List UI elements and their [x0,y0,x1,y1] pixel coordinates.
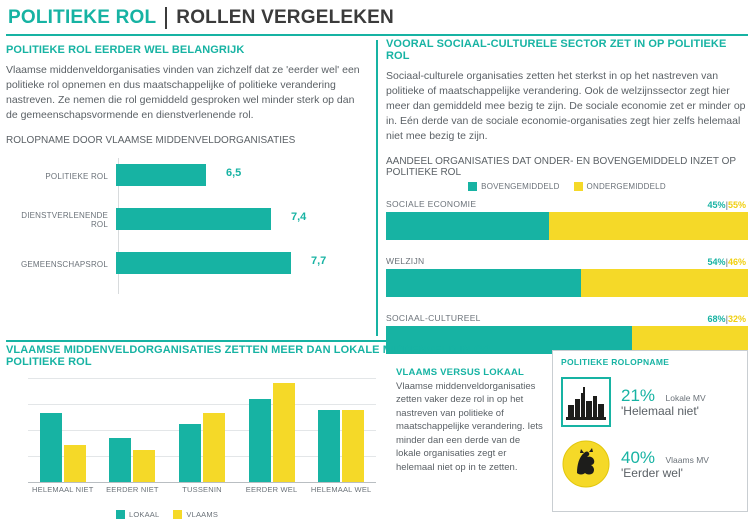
bottom-panel-text [396,366,544,474]
legend-swatch-icon [173,510,182,519]
bar-lokaal [249,399,271,482]
callout-percentage: 21% [621,386,656,405]
bar-track [116,154,366,198]
callout-stats-lokaal [611,386,706,418]
chart-category-labels [28,485,376,494]
legend-label: BOVENGEMIDDELD [481,182,560,191]
stacked-bar-category: WELZIJN [386,256,425,266]
left-chart-caption: ROLOPNAME DOOR VLAAMSE MIDDENVELDORGANISATIES [6,135,296,146]
bar-category-label: GEMEENSCHAPSROL [20,259,108,269]
callout-row-vlaams [553,433,747,495]
bar-value-label: 6,5 [226,167,242,179]
bar-lokaal [318,410,340,482]
bar-fill [116,208,271,230]
bar-group [172,413,232,482]
stacked-bar-category: SOCIALE ECONOMIE [386,199,477,209]
bar-group [33,413,93,482]
pct-bovengemiddeld: 45% [707,200,726,210]
legend-swatch-icon [574,182,583,191]
left-panel [6,44,366,286]
bar-lokaal [40,413,62,482]
pct-ondergemiddeld: 55% [727,200,746,210]
title-divider [165,7,167,29]
stacked-segment-ondergemiddeld [581,269,748,297]
bottom-text-body: Vlaamse middenveldorganisaties zetten vaker deze rol in op het nastreven van politieke of maatschappelijke verandering. Iets minder dan een derde van de lokale organisaties zegt er helemaal niet op in te zetten. [396,380,543,473]
callout-quote: 'Eerder wel' [621,466,683,480]
right-panel-body: Sociaal-culturele organisaties zetten het sterkst in op het nastreven van politieke of maatschappelijke verandering. Ook de welzijnssector zegt hier meer dan gemiddeld mee bezig te zijn. De sociale economie zet er minder op in. Eén derde van de sociale economie-organisaties zegt hier zelfs helemaal niet mee bezig te zijn. [386,70,746,142]
chart-row [6,242,366,286]
callout-scope: Vlaams MV [665,455,709,465]
legend-item-vlaams [173,510,218,519]
stacked-bar-labels: 45%|55% [707,200,746,210]
pct-bovengemiddeld: 68% [707,314,726,324]
callout-scope: Lokale MV [665,393,706,403]
left-panel-title: POLITIEKE ROL EERDER WEL BELANGRIJK [6,44,245,56]
bar-lokaal [179,424,201,482]
bar-value-label: 7,4 [291,211,307,223]
legend-swatch-icon [468,182,477,191]
stacked-bar-labels: 68%|32% [707,314,746,324]
bottom-text-heading: VLAAMS VERSUS LOKAAL [396,367,525,378]
chart-row [6,198,366,242]
pct-ondergemiddeld: 46% [727,257,746,267]
page-header [0,0,754,36]
stacked-segment-ondergemiddeld [549,212,748,240]
bar-vlaams [133,450,155,482]
bar-value-label: 7,7 [311,255,327,267]
bar-track [116,242,366,286]
bar-fill [116,164,206,186]
bar-lokaal [109,438,131,482]
page-subtitle: ROLLEN VERGELEKEN [176,7,394,28]
callout-percentage: 40% [621,448,656,467]
callout-box [552,350,748,512]
legend-label: ONDERGEMIDDELD [586,182,666,191]
callout-title: POLITIEKE ROLOPNAME [561,357,670,367]
stacked-segment-bovengemiddeld [386,269,581,297]
left-panel-body: Vlaamse middenveldorganisaties vinden van zichzelf dat ze 'eerder wel' een politieke rol opnemen en dus maatschappelijke of politieke verandering nastreven. Ze nemen die rol gemiddeld gesproken wel minder sterk op dan de gemeenschapsvormende en dienstverlenende rol. [6,64,360,121]
bar-group [242,383,302,482]
category-label: EERDER WEL [245,485,298,494]
city-skyline-icon [561,377,611,427]
right-chart-caption: AANDEEL ORGANISATIES DAT ONDER- EN BOVENGEMIDDELD INZET OP POLITIEKE ROL [386,156,736,178]
callout-row-lokaal [553,371,747,433]
bar-fill [116,252,291,274]
chart-bar-groups [28,378,376,482]
callout-stats-vlaams [611,448,709,480]
rolopname-bar-chart [6,154,366,286]
stacked-bar-category: SOCIAAL-CULTUREEL [386,313,481,323]
legend-item-bovengemiddeld [468,182,559,191]
legend-label: VLAAMS [186,510,219,519]
pct-ondergemiddeld: 32% [727,314,746,324]
legend-item-lokaal [116,510,159,519]
bar-vlaams [273,383,295,482]
bar-track [116,198,366,242]
stacked-bar-group [386,199,748,240]
pct-bovengemiddeld: 54% [707,257,726,267]
bar-vlaams [64,445,86,482]
bar-group [102,438,162,482]
bottom-panel-title: VLAAMSE MIDDENVELDORGANISATIES ZETTEN MEER DAN LOKALE MIDDENVELD IN OP POLITIEKE ROL [6,344,490,368]
stacked-chart-legend [386,182,748,191]
vlaams-lokaal-legend [116,510,218,519]
category-label: TUSSENIN [182,485,222,494]
chart-x-axis [28,482,376,483]
category-label: HELEMAAL NIET [32,485,94,494]
panel-divider-vertical [376,40,378,336]
chart-row [6,154,366,198]
bar-category-label: DIENSTVERLENENDE ROL [21,211,108,229]
callout-quote: 'Helemaal niet' [621,404,699,418]
stacked-segment-bovengemiddeld [386,212,549,240]
legend-item-ondergemiddeld [574,182,666,191]
flanders-lion-icon [561,439,611,489]
bar-group [311,410,371,482]
vlaams-lokaal-bar-chart [6,378,378,519]
stacked-bar-labels: 54%|46% [707,257,746,267]
right-panel [386,38,748,354]
legend-swatch-icon [116,510,125,519]
bar-vlaams [342,410,364,482]
page-title: POLITIEKE ROL [8,7,157,28]
category-label: EERDER NIET [106,485,159,494]
bar-category-label: POLITIEKE ROL [45,171,108,181]
bar-vlaams [203,413,225,482]
category-label: HELEMAAL WEL [310,485,372,494]
stacked-bar-group [386,256,748,297]
bottom-panel [6,344,546,522]
header-rule [6,34,748,36]
right-panel-title: VOORAL SOCIAAL-CULTURELE SECTOR ZET IN OP POLITIEKE ROL [386,38,727,62]
legend-label: LOKAAL [129,510,160,519]
